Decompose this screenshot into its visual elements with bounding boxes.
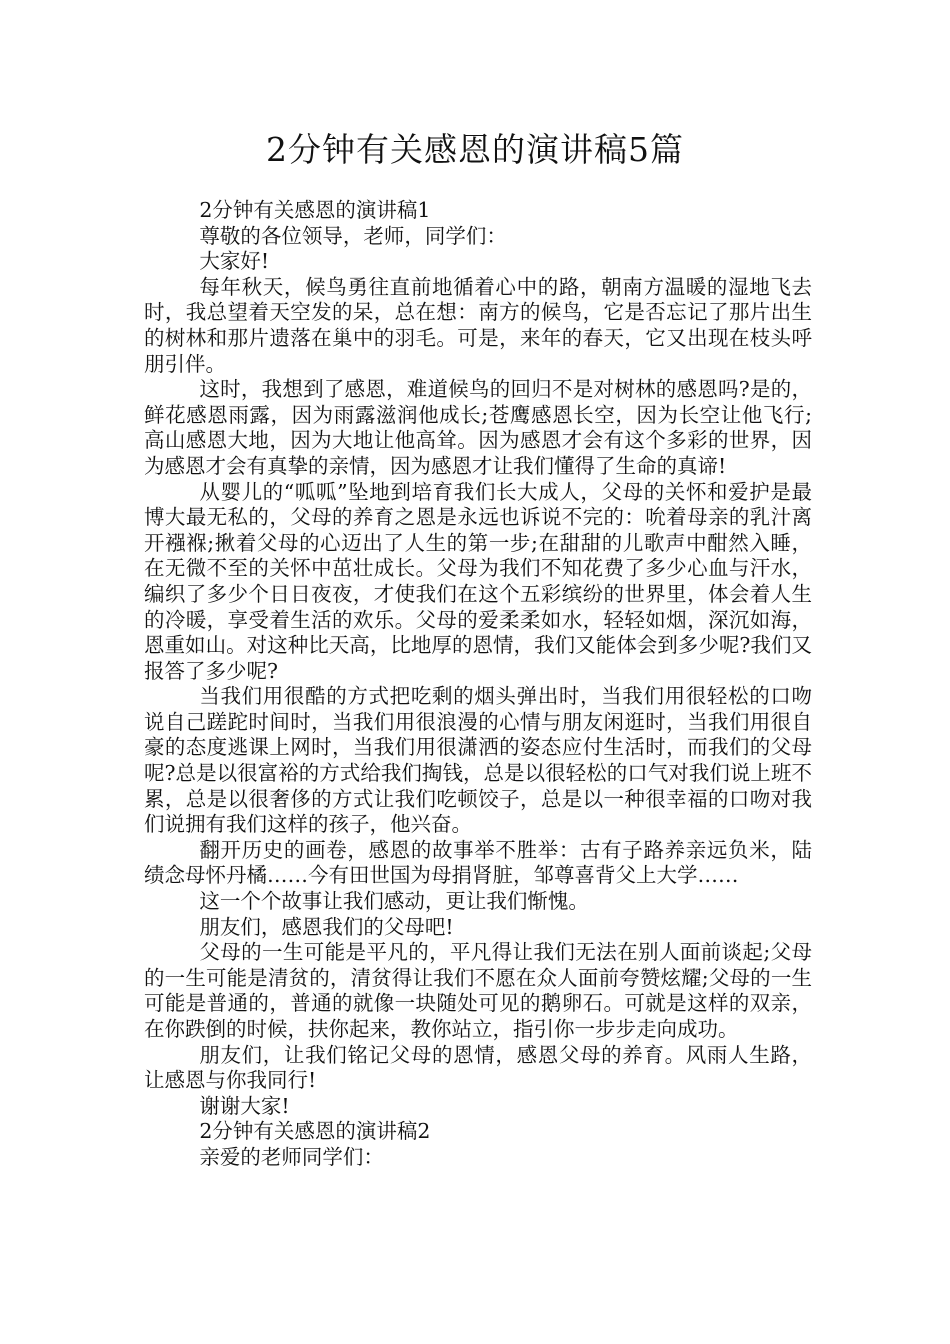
salutation: 尊敬的各位领导，老师，同学们： xyxy=(199,223,507,248)
greeting: 大家好! xyxy=(199,249,270,274)
body-paragraph: 朋友们，让我们铭记父母的恩情，感恩父母的养育。风雨人生路，让感恩与你我同行! xyxy=(144,1042,812,1093)
document-title: 2分钟有关感恩的演讲稿5篇 xyxy=(266,130,684,169)
closing-line: 谢谢大家! xyxy=(199,1093,290,1118)
body-paragraph: 父母的一生可能是平凡的，平凡得让我们无法在别人面前谈起;父母的一生可能是清贫的，清贫得让我们不愿在众人面前夸赞炫耀;父母的一生可能是普通的，普通的就像一块随处可见的鹅卵石。可就是这样的双亲，在你跌倒的时候，扶你起来，教你站立，指引你一步步走向成功。 xyxy=(144,940,812,1041)
salutation: 亲爱的老师同学们： xyxy=(199,1144,384,1169)
body-paragraph: 当我们用很酷的方式把吃剩的烟头弹出时，当我们用很轻松的口吻说自己蹉跎时间时，当我们用很浪漫的心情与朋友闲逛时，当我们用很自豪的态度逃课上网时，当我们用很潇洒的姿态应付生活时，而我们的父母呢?总是以很富裕的方式给我们掏钱，总是以很轻松的口气对我们说上班不累，总是以很奢侈的方式让我们吃顿饺子，总是以一种很幸福的口吻对我们说拥有我们这样的孩子，他兴奋。 xyxy=(144,684,812,837)
body-paragraph: 这一个个故事让我们感动，更让我们惭愧。 xyxy=(199,889,589,914)
body-paragraph: 朋友们，感恩我们的父母吧! xyxy=(199,914,454,939)
section-heading: 2分钟有关感恩的演讲稿2 xyxy=(199,1119,431,1144)
body-paragraph: 从婴儿的“呱呱”坠地到培育我们长大成人，父母的关怀和爱护是最博大最无私的，父母的养育之恩是永远也诉说不完的：吮着母亲的乳汁离开襁褓;揪着父母的心迈出了人生的第一步;在甜甜的儿歌声中酣然入睡，在无微不至的关怀中茁壮成长。父母为我们不知花费了多少心血与汗水，编织了多少个日日夜夜，才使我们在这个五彩缤纷的世界里，体会着人生的冷暖，享受着生活的欢乐。父母的爱柔柔如水，轻轻如烟，深沉如海，恩重如山。对这种比天高，比地厚的恩情，我们又能体会到多少呢?我们又报答了多少呢? xyxy=(144,479,812,683)
body-paragraph: 每年秋天，候鸟勇往直前地循着心中的路，朝南方温暖的湿地飞去时，我总望着天空发的呆，总在想：南方的候鸟，它是否忘记了那片出生的树林和那片遗落在巢中的羽毛。可是，来年的春天，它又出现在枝头呼朋引伴。 xyxy=(144,274,812,376)
body-paragraph: 翻开历史的画卷，感恩的故事举不胜举：古有子路养亲远负米，陆绩念母怀丹橘……今有田世国为母捐肾脏，邹尊喜背父上大学…… xyxy=(144,837,812,888)
document-body xyxy=(144,198,812,1171)
section-heading: 2分钟有关感恩的演讲稿1 xyxy=(199,198,431,222)
body-paragraph: 这时，我想到了感恩，难道候鸟的回归不是对树林的感恩吗?是的，鲜花感恩雨露，因为雨露滋润他成长;苍鹰感恩长空，因为长空让他飞行;高山感恩大地，因为大地让他高耸。因为感恩才会有这个多彩的世界，因为感恩才会有真挚的亲情，因为感恩才让我们懂得了生命的真谛! xyxy=(144,377,812,478)
